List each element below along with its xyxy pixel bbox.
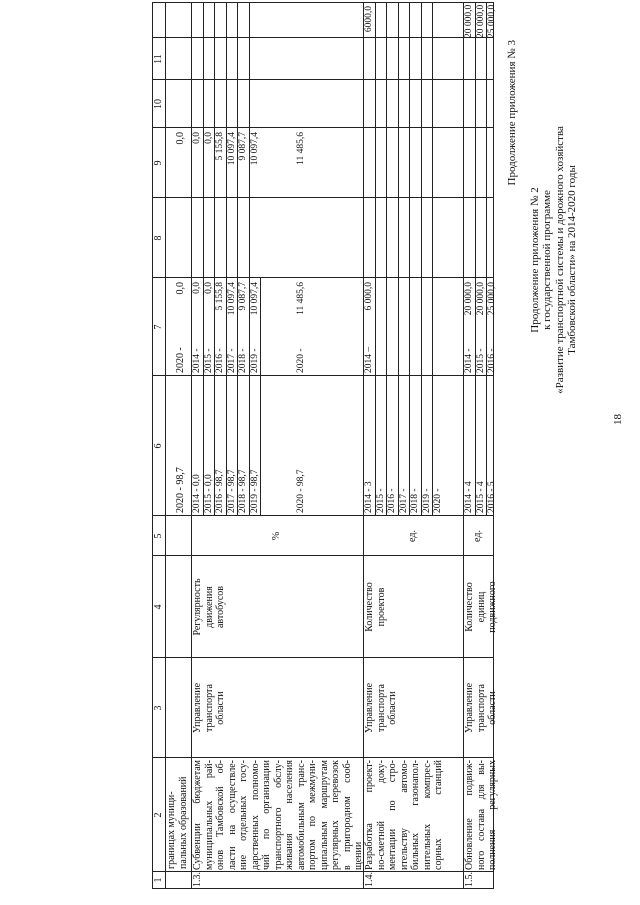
- target-value: 2018 - 98,7: [238, 469, 248, 513]
- indicator-line: проектов: [375, 587, 387, 627]
- column-number: 8: [153, 235, 164, 241]
- funding-year: 2018 -: [238, 348, 248, 373]
- funding-year: 2016 -: [215, 348, 225, 373]
- target-value: 2017 -: [398, 488, 409, 513]
- funding-value: 20 000,0: [475, 282, 486, 316]
- measure-name-line: нительных компрес-: [421, 760, 433, 870]
- measure-name-line: портом по межмуни-: [307, 760, 318, 870]
- row-number: 1.4.: [364, 872, 375, 887]
- executor-line: транспорта: [203, 684, 215, 732]
- sub-divider: [398, 3, 399, 278]
- funding-year: 2020 -: [296, 348, 306, 373]
- funding-value: 20 000,0: [464, 282, 474, 316]
- measure-name-line: Субвенции бюджетам: [192, 760, 203, 870]
- appendix-header: [506, 40, 579, 480]
- header-line: к государственной программе: [541, 190, 554, 330]
- measure-name-line: регулярных перевозок: [330, 760, 341, 870]
- column-number: 1: [153, 877, 164, 883]
- measure-name-line: онов Тамбовской об-: [215, 760, 226, 870]
- measure-name-line: ние отдельных госу-: [238, 760, 249, 870]
- measure-name-line: чий по организации: [261, 760, 272, 870]
- funding-value: 25 000,0: [487, 282, 497, 316]
- indicator-line: подвижного: [487, 581, 498, 633]
- target-value: 2015 -: [375, 488, 386, 513]
- funding-year: 2017 -: [226, 348, 237, 373]
- target-value: 2014 - 3: [364, 481, 374, 513]
- unit: ед.: [407, 530, 418, 542]
- target-value: 2020 -: [433, 488, 443, 513]
- measure-name-line: в пригородном сооб-: [341, 760, 353, 870]
- funding-value: 0,0: [203, 282, 214, 294]
- regional-budget-value: 5 155,8: [215, 132, 225, 161]
- extra-budget-value: 25 000,0: [487, 4, 497, 38]
- continuation-col7-value: 0,0: [175, 282, 186, 295]
- measure-name-line: дарственных полномо-: [249, 760, 261, 870]
- target-value: 2015 - 0,0: [203, 474, 214, 513]
- measure-name-line: но-сметной доку-: [375, 760, 387, 870]
- regional-budget-value: 10 097,4: [249, 132, 260, 166]
- sub-divider: [375, 3, 376, 278]
- sub-divider: [432, 3, 433, 278]
- target-value: 2017 - 98,7: [226, 469, 237, 513]
- measure-name-line: щении: [353, 841, 364, 870]
- extra-budget-value: 20 000,0: [464, 4, 474, 38]
- column-number: 10: [153, 99, 164, 109]
- executor-line: области: [487, 691, 498, 725]
- header-line: Тамбовской области» на 2014-2020 годы: [566, 165, 579, 355]
- target-value: 2019 -: [421, 488, 432, 513]
- regional-budget-value: 0,0: [192, 132, 202, 144]
- target-value: 2019 - 98,7: [249, 469, 260, 513]
- sub-divider: [409, 278, 410, 516]
- indicator-line: Количество: [464, 582, 475, 632]
- unit: %: [271, 531, 282, 541]
- column-divider: [153, 127, 493, 128]
- column-divider: [153, 37, 493, 38]
- sub-divider: [386, 3, 387, 278]
- regional-budget-value: 11 485,6: [296, 132, 306, 165]
- target-value: 2016 -: [387, 488, 397, 513]
- executor-line: области: [215, 691, 226, 725]
- funding-value: 11 485,6: [296, 282, 306, 315]
- funding-value: 10 097,4: [249, 282, 260, 316]
- column-divider: [153, 277, 493, 278]
- column-number: 2: [153, 812, 164, 818]
- measure-name-line: муниципальных рай-: [203, 760, 215, 870]
- column-number: 9: [153, 160, 164, 166]
- row-number: 1.3.: [192, 872, 203, 887]
- sub-divider: [386, 278, 387, 516]
- funding-year: 2016 -: [487, 348, 497, 373]
- measure-name-line: ного состава для вы-: [475, 760, 487, 870]
- extra-budget-value: 6000,0: [364, 6, 374, 33]
- measure-name-line: бильных газонапол-: [410, 760, 421, 870]
- indicator-line: Количество: [364, 582, 375, 632]
- target-value: 2016 - 98,7: [215, 469, 225, 513]
- measure-name-line: ментации по стро-: [387, 760, 398, 870]
- indicator-line: автобусов: [215, 585, 226, 629]
- header-line: «Развитие транспортной системы и дорожного хозяйства: [553, 126, 566, 394]
- sub-divider: [432, 278, 433, 516]
- measure-name-line: ласти на осуществле-: [226, 760, 238, 870]
- sub-divider: [421, 278, 422, 516]
- row-number: 1.5.: [464, 872, 475, 887]
- column-divider: [153, 871, 493, 872]
- measure-name-line: сорных станций: [433, 760, 444, 870]
- continuation-name: границах муници-: [166, 791, 177, 869]
- measure-name-line: автомобильным транс-: [295, 760, 307, 870]
- executor-line: Управление: [364, 682, 375, 734]
- column-number: 3: [153, 705, 164, 711]
- funding-year: 2015 -: [203, 348, 214, 373]
- program-table: [152, 2, 498, 889]
- regional-budget-value: 10 097,4: [226, 132, 237, 166]
- column-number: 6: [153, 443, 164, 449]
- regional-budget-value: 9 087,7: [238, 132, 248, 161]
- column-divider: [153, 79, 493, 80]
- measure-name-line: ципальным маршрутам: [318, 760, 330, 870]
- target-value: 2020 - 98,7: [296, 469, 306, 513]
- indicator-line: единиц: [475, 591, 487, 623]
- funding-value: 9 087,7: [238, 282, 248, 311]
- continuation-col6: 2020 - 98,7: [175, 467, 186, 513]
- column-number: 5: [153, 533, 164, 539]
- measure-name-line: живания населения: [284, 760, 295, 870]
- sub-divider: [475, 3, 476, 278]
- executor-line: Управление: [464, 682, 475, 734]
- funding-year: 2014 -: [464, 348, 474, 373]
- column-number: 11: [153, 54, 164, 64]
- sub-divider: [421, 3, 422, 278]
- target-value: 2018 -: [410, 488, 420, 513]
- indicator-line: Регулярность: [192, 578, 203, 636]
- sub-divider: [486, 3, 487, 278]
- funding-year: 2014 –: [364, 346, 374, 373]
- column-divider: [153, 515, 493, 516]
- executor-line: Управление: [192, 682, 203, 734]
- page-number: 18: [612, 414, 624, 425]
- row-divider: [165, 3, 166, 888]
- unit: ед.: [472, 530, 483, 542]
- funding-year: 2014 -: [192, 348, 202, 373]
- measure-name-line: Обновление подвиж-: [464, 760, 475, 870]
- measure-name-line: транспортного обслу-: [272, 760, 284, 870]
- header-line: Продолжение приложения № 2: [528, 187, 541, 333]
- sub-divider: [398, 278, 399, 516]
- continuation-col9: 0,0: [175, 132, 186, 145]
- indicator-line: движения: [203, 586, 215, 628]
- target-value: 2015 - 4: [475, 481, 486, 513]
- funding-value: 6 000,0: [364, 282, 374, 311]
- measure-name-line: ительству автомо-: [398, 760, 410, 870]
- continuation-name: пальных образований: [178, 776, 189, 869]
- funding-year: 2015 -: [475, 348, 486, 373]
- funding-value: 5 155,8: [215, 282, 225, 311]
- measure-name-line: Разработка проект-: [364, 760, 375, 870]
- sub-divider: [409, 3, 410, 278]
- continuation-col7-year: 2020 -: [175, 347, 186, 373]
- column-number: 7: [153, 324, 164, 330]
- target-value: 2016 - 5: [487, 481, 497, 513]
- target-value: 2014 - 0,0: [192, 474, 202, 513]
- executor-line: транспорта: [375, 684, 387, 732]
- funding-year: 2019 -: [249, 348, 260, 373]
- funding-value: 0,0: [192, 282, 202, 294]
- regional-budget-value: 0,0: [203, 132, 214, 144]
- target-value: 2014 - 4: [464, 481, 474, 513]
- appendix-title: Продолжение приложения № 3: [506, 40, 518, 186]
- measure-name-line: полнения регулярных: [487, 760, 498, 870]
- funding-value: 10 097,4: [226, 282, 237, 316]
- extra-budget-value: 20 000,0: [475, 4, 486, 38]
- executor-line: области: [387, 691, 398, 725]
- executor-line: транспорта: [475, 684, 487, 732]
- column-number: 4: [153, 604, 164, 610]
